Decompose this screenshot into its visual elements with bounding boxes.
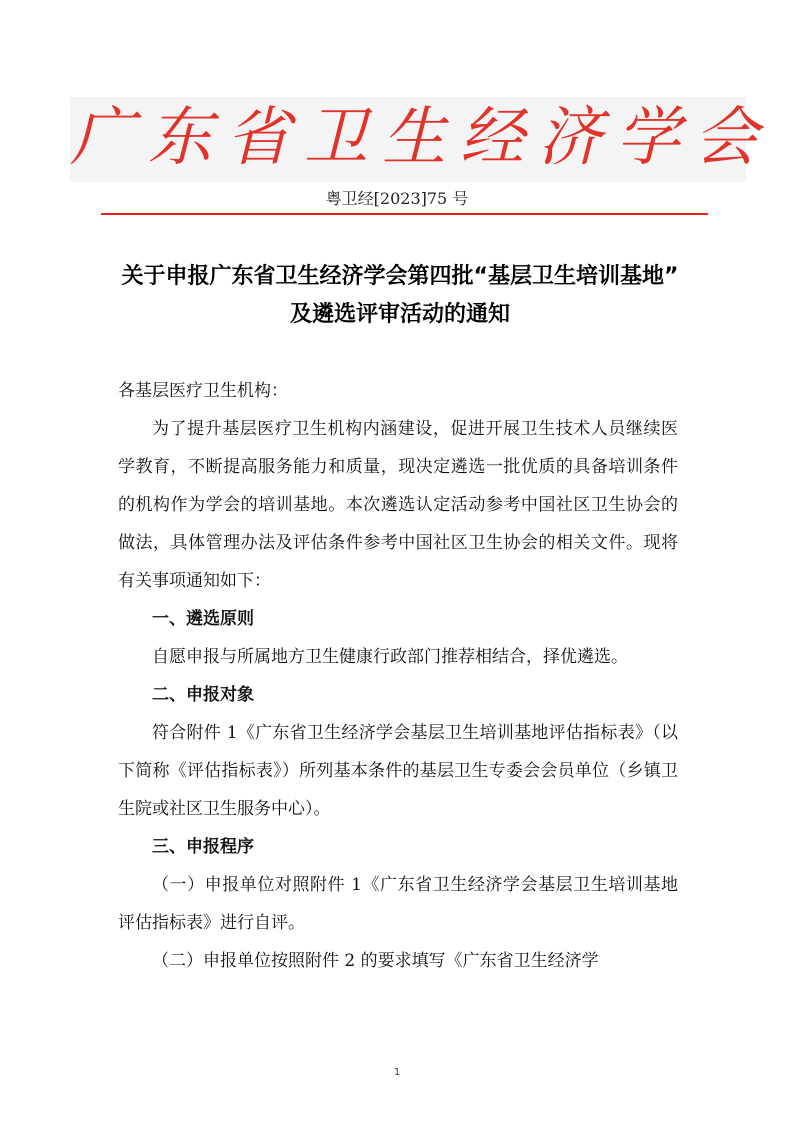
document-body (118, 410, 678, 980)
section-heading-applicants: 二、申报对象 (152, 685, 254, 705)
section-paragraph: 符合附件 1《广东省卫生经济学会基层卫生培训基地评估指标表》（以下简称《评估指标表》）所列基本条件的基层卫生专委会会员单位（乡镇卫生院或社区卫生服务中心）。 (118, 723, 678, 819)
red-divider-line (101, 213, 708, 215)
intro-paragraph: 为了提升基层医疗卫生机构内涵建设，促进开展卫生技术人员继续医学教育，不断提高服务能力和质量，现决定遴选一批优质的具备培训条件的机构作为学会的培训基地。本次遴选认定活动参考中国社区卫生协会的做法，具体管理办法及评估条件参考中国社区卫生协会的相关文件。现将有关事项通知如下： (118, 419, 678, 591)
document-number: 粤卫经[2023]75 号 (325, 189, 469, 208)
section-paragraph: （二）申报单位按照附件 2 的要求填写《广东省卫生经济学 (152, 951, 599, 971)
letterhead-org-name: 广东省卫生经济学会 (70, 101, 772, 175)
document-title: 关于申报广东省卫生经济学会第四批“基层卫生培训基地” 及遴选评审活动的通知 (121, 264, 679, 327)
section-heading-principle: 一、遴选原则 (152, 609, 254, 629)
section-paragraph: （一）申报单位对照附件 1《广东省卫生经济学会基层卫生培训基地评估指标表》进行自评。 (118, 875, 678, 933)
page-number: 1 (393, 1067, 401, 1078)
addressee: 各基层医疗卫生机构： (118, 381, 288, 401)
section-heading-procedure: 三、申报程序 (152, 837, 254, 857)
section-paragraph: 自愿申报与所属地方卫生健康行政部门推荐相结合，择优遴选。 (152, 647, 628, 667)
